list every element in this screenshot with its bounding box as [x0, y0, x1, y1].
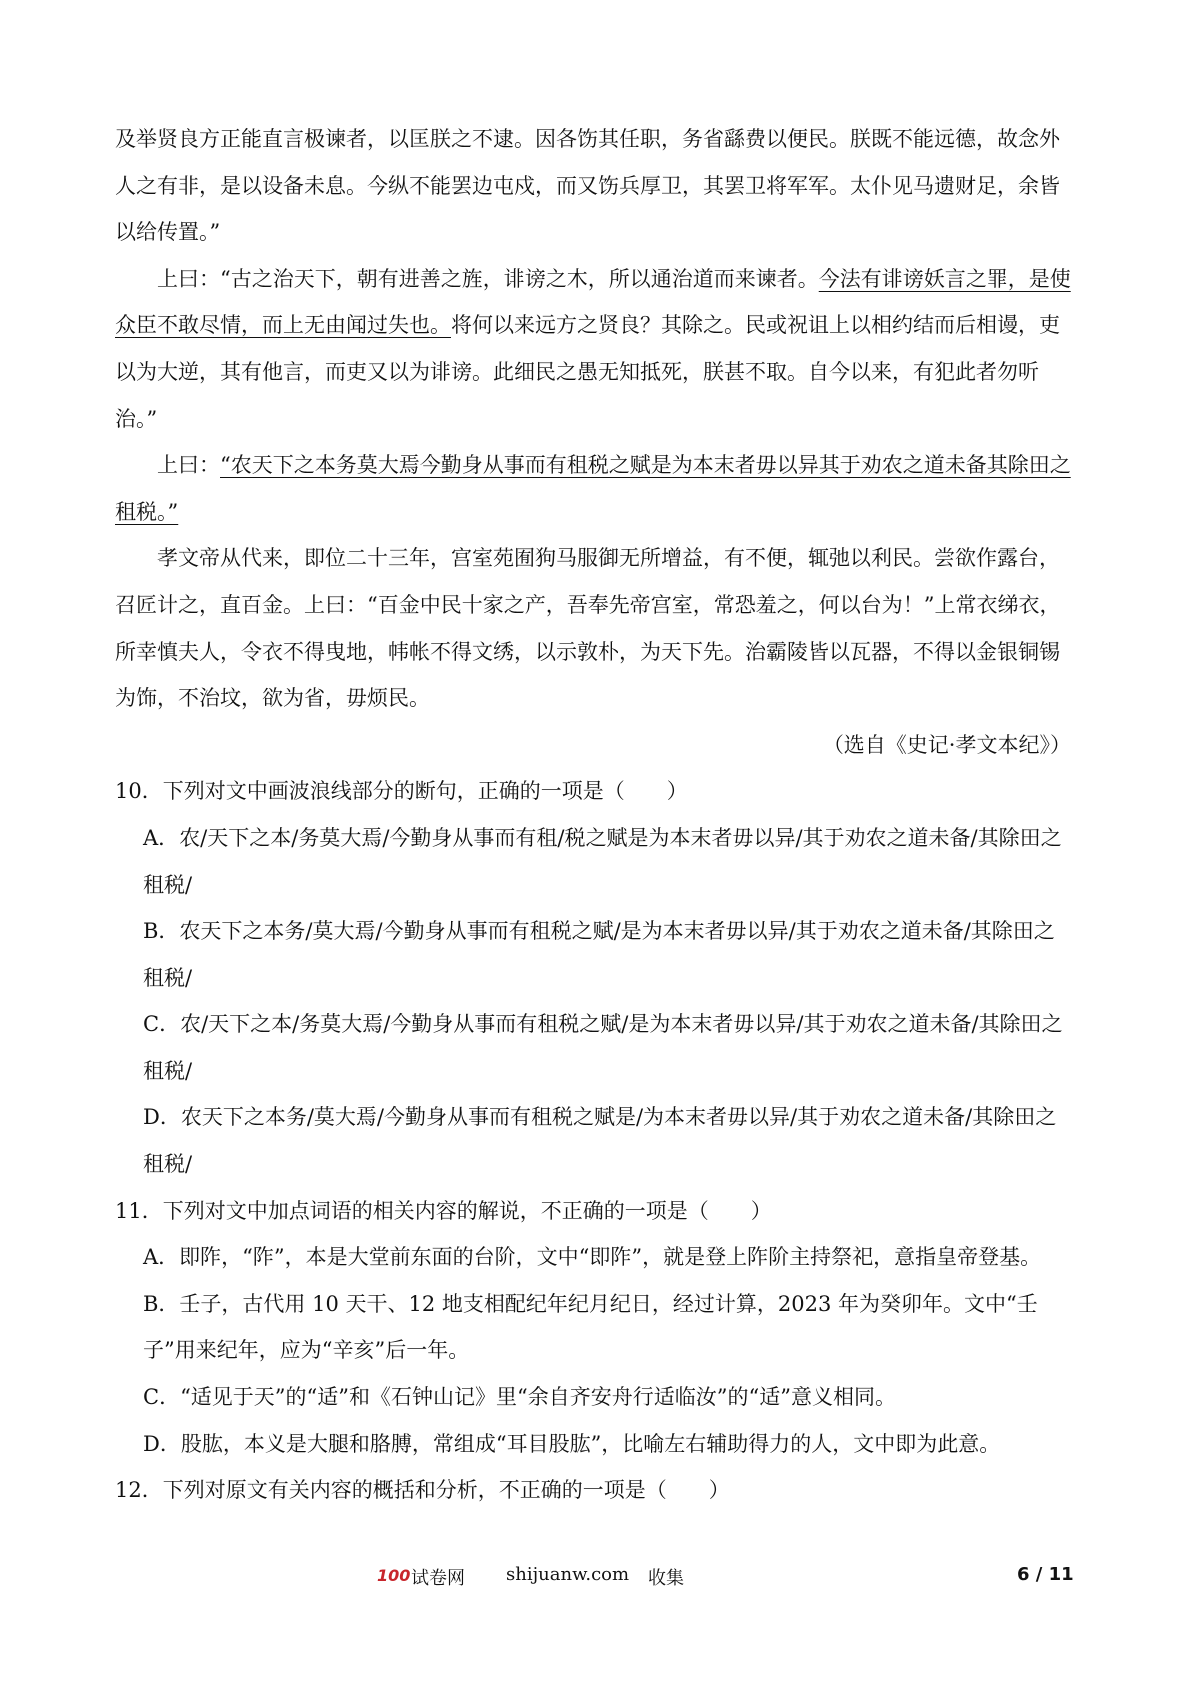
question-11-option-c: C．“适见于天”的“适”和《石钟山记》里“余自齐安舟行适临汝”的“适”意义相同。	[143, 1385, 896, 1410]
question-11-stem: 11．下列对文中加点词语的相关内容的解说，不正确的一项是（ ）	[115, 1198, 772, 1223]
collect-label: 收集	[648, 1568, 684, 1589]
passage-paragraph-2-start: 上曰：“古之治天下，朝有进善之旌，诽谤之木，所以通治道而来谏者。	[157, 266, 819, 291]
passage-paragraph-2-end: 将何以来远方之贤良？其除之。民或祝诅上以相约结而后相谩，吏以为大逆，其有他言，而吏又以为诽谤。此细民之愚无知抵死，朕甚不取。自今以来，有犯此者勿听治。”	[115, 313, 1060, 431]
passage-paragraph-2	[115, 256, 1075, 442]
question-10-stem: 10．下列对文中画波浪线部分的断句，正确的一项是（ ）	[115, 779, 688, 804]
passage-paragraph-4: 孝文帝从代来，即位二十三年，宫室苑囿狗马服御无所增益，有不便，辄弛以利民。尝欲作露台，召匠计之，直百金。上曰：“百金中民十家之产，吾奉先帝宫室，常恐羞之，何以台为！”上常衣绨衣，所幸慎夫人，令衣不得曳地，帏帐不得文绣，以示敦朴，为天下先。治霸陵皆以瓦器，不得以金银铜锡为饰，不治坟，欲为省，毋烦民。	[115, 546, 1061, 711]
page-content	[115, 116, 1075, 1514]
question-10-option-d: D．农天下之本务/莫大焉/今勤身从事而有租税之赋是/为本末者毋以异/其于劝农之道未备/其除田之租税/	[143, 1105, 1057, 1177]
site-logo: 100	[377, 1566, 411, 1585]
question-12-stem: 12．下列对原文有关内容的概括和分析，不正确的一项是（ ）	[115, 1478, 730, 1503]
passage-paragraph-1: 及举贤良方正能直言极谏者，以匡朕之不逮。因各饬其任职，务省繇费以便民。朕既不能远德，故念外人之有非，是以设备未息。今纵不能罢边屯戍，而又饬兵厚卫，其罢卫将军军。太仆见马遗财足，余皆以给传置。”	[115, 127, 1060, 245]
question-10-option-b: B．农天下之本务/莫大焉/今勤身从事而有租税之赋/是为本末者毋以异/其于劝农之道未备/其除田之租税/	[143, 919, 1055, 990]
question-10-option-c: C．农/天下之本/务莫大焉/今勤身从事而有租税之赋/是为本末者毋以异/其于劝农之道未备/其除田之租税/	[143, 1012, 1063, 1083]
passage-source: （选自《史记·孝文本纪》）	[822, 732, 1071, 757]
passage-paragraph-3	[115, 442, 1075, 535]
page-footer	[0, 1558, 1191, 1598]
question-11-option-b: B．壬子，古代用 10 天干、12 地支相配纪年纪月纪日，经过计算，2023 年为癸卯年。文中“壬子”用来纪年，应为“辛亥”后一年。	[143, 1291, 1038, 1363]
question-11-option-a: A．即阼，“阼”，本是大堂前东面的台阶，文中“即阼”，就是登上阼阶主持祭祀，意指皇帝登基。	[143, 1245, 1042, 1270]
site-url: shijuanw.com	[506, 1564, 630, 1585]
question-11-option-d: D．股肱，本义是大腿和胳膊，常组成“耳目股肱”，比喻左右辅助得力的人，文中即为此意。	[143, 1431, 1001, 1456]
punctuation-wavy-underlined-passage: “农天下之本务莫大焉今勤身从事而有租税之赋是为本末者毋以异其于劝农之道未备其除田之租税。”	[115, 453, 1071, 524]
passage-paragraph-3-start: 上曰：	[157, 453, 220, 478]
page-number: 6 / 11	[1017, 1564, 1074, 1585]
site-name: 试卷网	[411, 1568, 465, 1589]
question-10-option-a: A．农/天下之本/务莫大焉/今勤身从事而有租/税之赋是为本末者毋以异/其于劝农之道未备/其除田之租税/	[143, 825, 1062, 897]
translation-underlined-sentence: 今法有诽谤妖言之罪，是使众臣不敢尽情，而上无由闻过失也。	[115, 266, 1071, 338]
